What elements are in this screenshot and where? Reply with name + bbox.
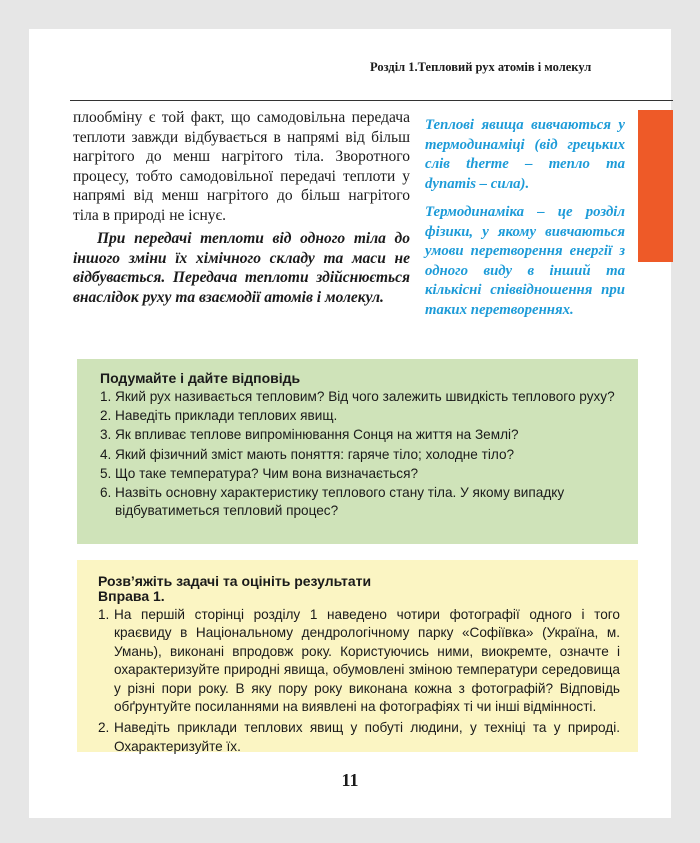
- question-number: 5.: [100, 465, 112, 481]
- question-number: 3.: [100, 427, 112, 443]
- question-item: [100, 484, 625, 520]
- question-text: Який рух називається тепловим? Від чого залежить швидкість теплового руху?: [115, 389, 615, 404]
- question-number: 6.: [100, 485, 112, 501]
- tasks-title: Розв’яжіть задачі та оцініть результати: [98, 573, 372, 589]
- margin-notes: [425, 116, 625, 320]
- task-text: Наведіть приклади теплових явищ у побуті людини, у техніці та у природі. Охарактеризуйте їх.: [114, 720, 620, 754]
- page-number: 11: [341, 770, 359, 790]
- question-number: 2.: [100, 408, 112, 424]
- question-item: [100, 407, 625, 425]
- question-item: [100, 446, 625, 464]
- task-number: 1.: [98, 607, 110, 622]
- main-text-column: [73, 108, 410, 307]
- question-item: [100, 465, 625, 483]
- body-paragraph-1: плообміну є той факт, що самодовільна передача теплоти завжди відбувається в напрямі від більш нагрітого до менш нагрітого тіла. Зворотного процесу, тобто самодовільної передачі теплоти у напрямі від менш нагрітого до більш нагрітого тіла в природі не існує.: [73, 109, 410, 224]
- question-number: 1.: [100, 389, 112, 404]
- margin-note-2: Термодинаміка – це розділ фізики, у якому вивчаються умови перетворення енергії з одного виду в інший та кількісні співвідношення при таких перетвореннях.: [425, 204, 625, 318]
- body-paragraph-2-emphasis: При передачі теплоти від одного тіла до іншого зміни їх хімічного складу та маси не відбувається. Передача теплоти здійснюється внаслідок руху та взаємодії атомів і молекул.: [73, 230, 410, 306]
- question-text: Що таке температура? Чим вона визначається?: [115, 465, 419, 481]
- tasks-box: [77, 560, 638, 752]
- task-item: [98, 606, 620, 716]
- questions-box: [77, 359, 638, 544]
- tasks-list: [98, 606, 620, 759]
- question-item: [100, 426, 625, 444]
- task-item: [98, 719, 620, 756]
- chapter-tab-marker: [638, 110, 673, 262]
- questions-list: [100, 388, 625, 521]
- header-rule: [70, 100, 673, 101]
- margin-note-1: Теплові явища вивчаються у термодинаміці (від грецьких слів therme – тепло та dynamis – сила).: [425, 117, 625, 192]
- question-text: Який фізичний зміст мають поняття: гаряче тіло; холодне тіло?: [115, 446, 515, 462]
- questions-title: Подумайте і дайте відповідь: [100, 370, 301, 386]
- running-head: Розділ 1.Тепловий рух атомів і молекул: [370, 60, 592, 74]
- question-text: Назвіть основну характеристику теплового стану тіла. У якому випадку відбуватиметься тепловий процес?: [115, 485, 565, 519]
- question-text: Наведіть приклади теплових явищ.: [115, 408, 338, 424]
- exercise-label: Вправа 1.: [98, 588, 165, 604]
- task-number: 2.: [98, 720, 110, 736]
- task-text: На першій сторінці розділу 1 наведено чотири фотографії одного і того краєвиду в Національному дендрологічному парку «Софіївка» (Україна, м. Умань), виконані впродовж року. Користуючись ними, виокремте, означте і охарактеризуйте природні явища, обумовлені зміною температури середовища у різні пори року. В яку пору року виконана кожна з фотографій? Відповідь обґрунтуйте посиланнями на виявлені на фотографіях ті чи інші відмінності.: [114, 607, 620, 715]
- question-text: Як впливає теплове випромінювання Сонця на життя на Землі?: [115, 427, 519, 443]
- question-number: 4.: [100, 446, 112, 462]
- question-item: [100, 388, 625, 406]
